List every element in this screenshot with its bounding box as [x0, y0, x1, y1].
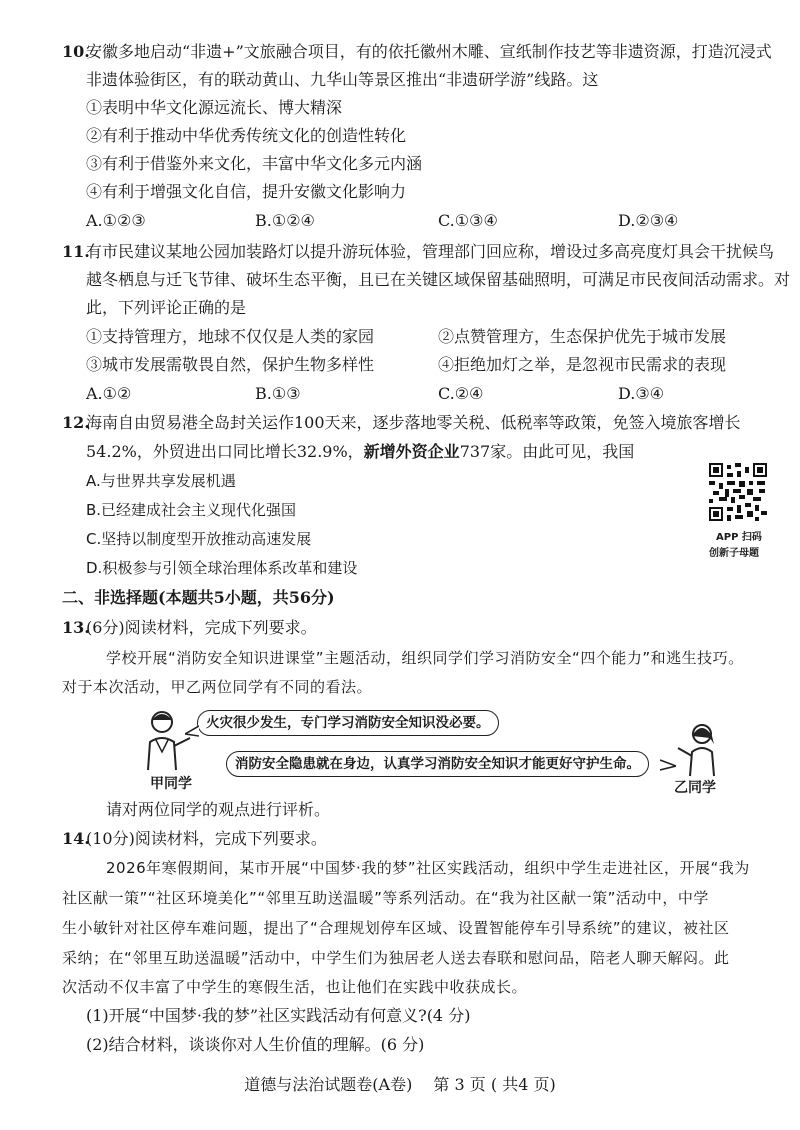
student-jia-label: 甲同学	[150, 776, 192, 792]
statement-3: ③城市发展需敬畏自然，保护生物多样性	[86, 355, 375, 374]
choice-d: D.积极参与引领全球治理体系改革和建设	[86, 559, 358, 577]
statement-1: ①表明中华文化源远流长、博大精深	[86, 98, 343, 117]
question-number: 11.	[62, 242, 90, 261]
choice-d: D.③④	[618, 384, 665, 403]
question-stem-line: 越冬栖息与迁飞节律、破坏生态平衡，且已在关键区域保留基础照明，可满足市民夜间活动需求。对	[86, 270, 791, 289]
question-stem-line: 安徽多地启动“非遗+”文旅融合项目，有的依托徽州木雕、宣纸制作技艺等非遗资源，打造沉浸式	[86, 42, 772, 61]
question-number: 13.	[62, 618, 90, 637]
question-heading: (10分)阅读材料，完成下列要求。	[86, 829, 327, 848]
exam-title: 道德与法治试题卷(A卷)	[244, 1075, 413, 1094]
question-number: 10.	[62, 42, 90, 61]
page-number: 第 3 页 ( 共4 页)	[433, 1075, 556, 1094]
student-yi-label: 乙同学	[674, 780, 716, 796]
statement-1: ①支持管理方，地球不仅仅是人类的家园	[86, 327, 375, 346]
qr-caption: 创新子母题	[709, 548, 759, 559]
statement-3: ③有利于借鉴外来文化，丰富中华文化多元内涵	[86, 154, 423, 173]
choice-c: C.①③④	[438, 211, 498, 230]
question-stem-line: 海南自由贸易港全岛封关运作100天来，逐步落地零关税、低税率等政策，免签入境旅客增长	[86, 413, 741, 432]
speech-bubble-tail	[660, 758, 676, 772]
stem-emphasis: 新增外资企业	[363, 442, 460, 461]
material-line: 2026年寒假期间，某市开展“中国梦·我的梦”社区实践活动，组织中学生走进社区，开展“我为	[106, 859, 750, 877]
choice-d: D.②③④	[618, 211, 679, 230]
choice-c: C.坚持以制度型开放推动高速发展	[86, 530, 312, 548]
section-heading: 二、非选择题(本题共5小题，共56分)	[62, 588, 335, 607]
student-jia-icon	[140, 708, 196, 772]
material-line: 对于本次活动，甲乙两位同学有不同的看法。	[62, 678, 373, 696]
question-stem-line: 此，下列评论正确的是	[86, 298, 247, 317]
choice-b: B.已经建成社会主义现代化强国	[86, 501, 297, 519]
sub-question-2: (2)结合材料，谈谈你对人生价值的理解。(6 分)	[86, 1035, 425, 1054]
speech-bubble-tail	[185, 724, 199, 738]
choice-a: A.与世界共享发展机遇	[86, 472, 236, 490]
statement-4: ④拒绝加灯之举，是忽视市民需求的表现	[438, 355, 727, 374]
statement-4: ④有利于增强文化自信，提升安徽文化影响力	[86, 182, 407, 201]
question-stem-line: 有市民建议某地公园加装路灯以提升游玩体验，管理部门回应称，增设过多高亮度灯具会干扰候鸟	[86, 242, 775, 261]
material-line: 社区献一策”“社区环境美化”“邻里互助送温暖”等系列活动。在“我为社区献一策”活动中，中学	[62, 889, 709, 907]
choice-c: C.②④	[438, 384, 484, 403]
stem-part: 737家。由此可见，我国	[459, 442, 635, 461]
choice-a: A.①②	[86, 384, 132, 403]
stem-part: 54.2%，外贸进出口同比增长32.9%，	[86, 442, 364, 461]
question-task: 请对两位同学的观点进行评析。	[106, 800, 331, 819]
question-heading: (6分)阅读材料，完成下列要求。	[86, 618, 317, 637]
material-line: 生小敏针对社区停车难问题，提出了“合理规划停车区域、设置智能停车引导系统”的建议，被社区	[62, 919, 730, 937]
statement-2: ②有利于推动中华优秀传统文化的创造性转化	[86, 126, 407, 145]
qr-code-icon[interactable]	[709, 463, 767, 521]
sub-question-1: (1)开展“中国梦·我的梦”社区实践活动有何意义?(4 分)	[86, 1006, 471, 1025]
question-number: 12.	[62, 413, 90, 432]
question-stem-line: 非遗体验街区，有的联动黄山、九华山等景区推出“非遗研学游”线路。这	[86, 70, 599, 89]
question-number: 14.	[62, 829, 90, 848]
speech-bubble-yi: 消防安全隐患就在身边，认真学习消防安全知识才能更好守护生命。	[226, 751, 649, 777]
material-line: 采纳；在“邻里互助送温暖”活动中，中学生们为独居老人送去春联和慰问品，陪老人聊天解闷。此	[62, 949, 730, 967]
choice-b: B.①②④	[255, 211, 315, 230]
speech-bubble-jia: 火灾很少发生，专门学习消防安全知识没必要。	[197, 710, 499, 736]
choice-a: A.①②③	[86, 211, 146, 230]
qr-caption: APP 扫码	[716, 532, 762, 543]
material-line: 学校开展“消防安全知识进课堂”主题活动，组织同学们学习消防安全“四个能力”和逃生技巧。	[106, 649, 744, 667]
question-stem-line	[86, 442, 634, 462]
statement-2: ②点赞管理方，生态保护优先于城市发展	[438, 327, 727, 346]
student-yi-icon	[672, 722, 728, 778]
choice-b: B.①③	[255, 384, 301, 403]
material-line: 次活动不仅丰富了中学生的寒假生活，也让他们在实践中收获成长。	[62, 978, 528, 996]
page-footer	[0, 1072, 800, 1095]
